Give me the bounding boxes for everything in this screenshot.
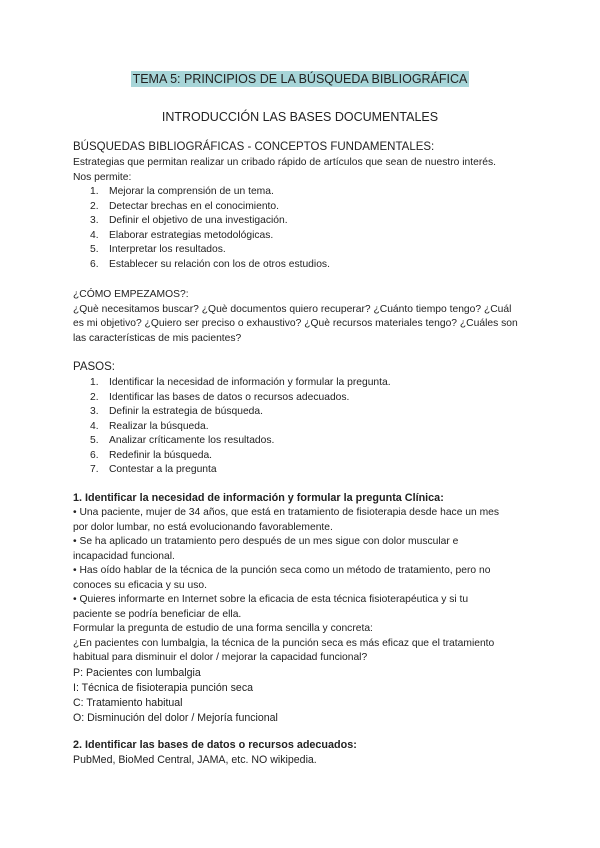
section-concepts — [73, 140, 533, 272]
paragraph-line: ¿Què necesitamos buscar? ¿Què documentos quiero recuperar? ¿Cuánto tiempo tengo? ¿Cuál — [73, 303, 512, 315]
list-item — [73, 200, 533, 215]
list-item-number: 6. — [90, 258, 99, 270]
paragraph-line: conoces su eficacia y su uso. — [73, 579, 207, 591]
paragraph-line: • Una paciente, mujer de 34 años, que está en tratamiento de fisioterapia desde hace un mes — [73, 507, 500, 518]
list-item — [73, 434, 533, 449]
steps-list — [73, 376, 533, 478]
paragraph-line: habitual para disminuir el dolor / mejorar la capacidad funcional? — [73, 652, 368, 663]
pico-line: C: Tratamiento habitual — [73, 696, 183, 709]
list-item-text: Interpretar los resultados. — [109, 244, 226, 255]
list-item-number: 4. — [90, 420, 99, 432]
section-clinical-question-heading: 1. Identificar la necesidad de información y formular la pregunta Clínica: — [73, 492, 444, 504]
pico-line: I: Técnica de fisioterapia punción seca — [73, 681, 254, 694]
list-item-number: 2. — [90, 200, 99, 212]
paragraph-line: es mi objetivo? ¿Quiero ser preciso o exhaustivo? ¿Què recursos materiales tengo? ¿Cuáles son — [73, 318, 518, 329]
list-item-text: Analizar críticamente los resultados. — [109, 435, 275, 446]
list-item — [73, 258, 533, 273]
list-item-text: Definir el objetivo de una investigación. — [109, 215, 288, 226]
section-clinical-question — [73, 491, 533, 726]
section-concepts-heading: BÚSQUEDAS BIBLIOGRÁFICAS - CONCEPTOS FUNDAMENTALES: — [73, 141, 435, 153]
section-how-to-start-heading: ¿CÓMO EMPEZAMOS?: — [73, 289, 189, 300]
list-item-number: 6. — [90, 449, 99, 461]
list-item-text: Identificar la necesidad de información y formular la pregunta. — [109, 377, 391, 388]
section-databases — [73, 738, 533, 768]
list-item-text: Definir la estrategia de búsqueda. — [109, 406, 263, 417]
section-how-to-start — [73, 288, 533, 346]
list-item — [73, 376, 533, 391]
list-item — [73, 405, 533, 420]
list-item — [73, 229, 533, 244]
paragraph-line: Formular la pregunta de estudio de una forma sencilla y concreta: — [73, 623, 373, 634]
paragraph-line: PubMed, BioMed Central, JAMA, etc. NO wikipedia. — [73, 754, 317, 766]
list-item-number: 1. — [90, 377, 99, 388]
concepts-list — [73, 185, 533, 272]
paragraph-line: incapacidad funcional. — [73, 550, 175, 562]
section-concepts-intro: Estrategias que permitan realizar un cribado rápido de artículos que sean de nuestro interés. — [73, 157, 496, 168]
list-item — [73, 391, 533, 406]
list-item-number: 3. — [90, 215, 99, 226]
section-steps-heading: PASOS: — [73, 361, 115, 373]
list-item-number: 5. — [90, 244, 99, 255]
paragraph-line: ¿En pacientes con lumbalgia, la técnica de la punción seca es más eficaz que el tratamiento — [73, 637, 495, 649]
paragraph-line: por dolor lumbar, no está evolucionando favorablemente. — [73, 521, 333, 533]
list-item-number: 3. — [90, 406, 99, 417]
list-item-number: 1. — [90, 186, 99, 197]
document-title — [0, 71, 600, 87]
list-item-number: 7. — [90, 464, 99, 475]
list-item — [73, 214, 533, 229]
pico-line: O: Disminución del dolor / Mejoría funcional — [73, 711, 278, 724]
section-steps — [73, 360, 533, 478]
list-item — [73, 463, 533, 478]
list-item-text: Redefinir la búsqueda. — [109, 449, 213, 461]
list-item-text: Detectar brechas en el conocimiento. — [109, 200, 279, 212]
paragraph-line: • Se ha aplicado un tratamiento pero después de un mes sigue con dolor muscular e — [73, 536, 459, 547]
list-item — [73, 420, 533, 435]
document-subtitle: INTRODUCCIÓN LAS BASES DOCUMENTALES — [161, 110, 439, 124]
paragraph-line: • Has oído hablar de la técnica de la punción seca como un método de tratamiento, pero no — [73, 565, 491, 576]
section-concepts-intro2: Nos permite: — [73, 171, 132, 183]
list-item — [73, 449, 533, 464]
document-title-highlight: TEMA 5: PRINCIPIOS DE LA BÚSQUEDA BIBLIOGRÁFICA — [132, 72, 468, 86]
list-item — [73, 185, 533, 200]
section-databases-heading: 2. Identificar las bases de datos o recursos adecuados: — [73, 739, 357, 751]
list-item-text: Elaborar estrategias metodológicas. — [109, 229, 274, 241]
list-item-text: Establecer su relación con los de otros estudios. — [109, 258, 330, 270]
list-item-number: 5. — [90, 435, 99, 446]
list-item-text: Identificar las bases de datos o recursos adecuados. — [109, 391, 350, 403]
list-item-text: Contestar a la pregunta — [109, 464, 217, 475]
list-item — [73, 243, 533, 258]
list-item-number: 2. — [90, 391, 99, 403]
paragraph-line: • Quieres informarte en Internet sobre la eficacia de esta técnica fisioterapéutica y si tu — [73, 594, 469, 605]
paragraph-line: paciente se podría beneficiar de ella. — [73, 608, 242, 620]
pico-line: P: Pacientes con lumbalgia — [73, 666, 201, 679]
list-item-text: Mejorar la comprensión de un tema. — [109, 186, 274, 197]
list-item-number: 4. — [90, 229, 99, 241]
paragraph-line: las características de mis pacientes? — [73, 332, 242, 344]
list-item-text: Realizar la búsqueda. — [109, 420, 209, 432]
